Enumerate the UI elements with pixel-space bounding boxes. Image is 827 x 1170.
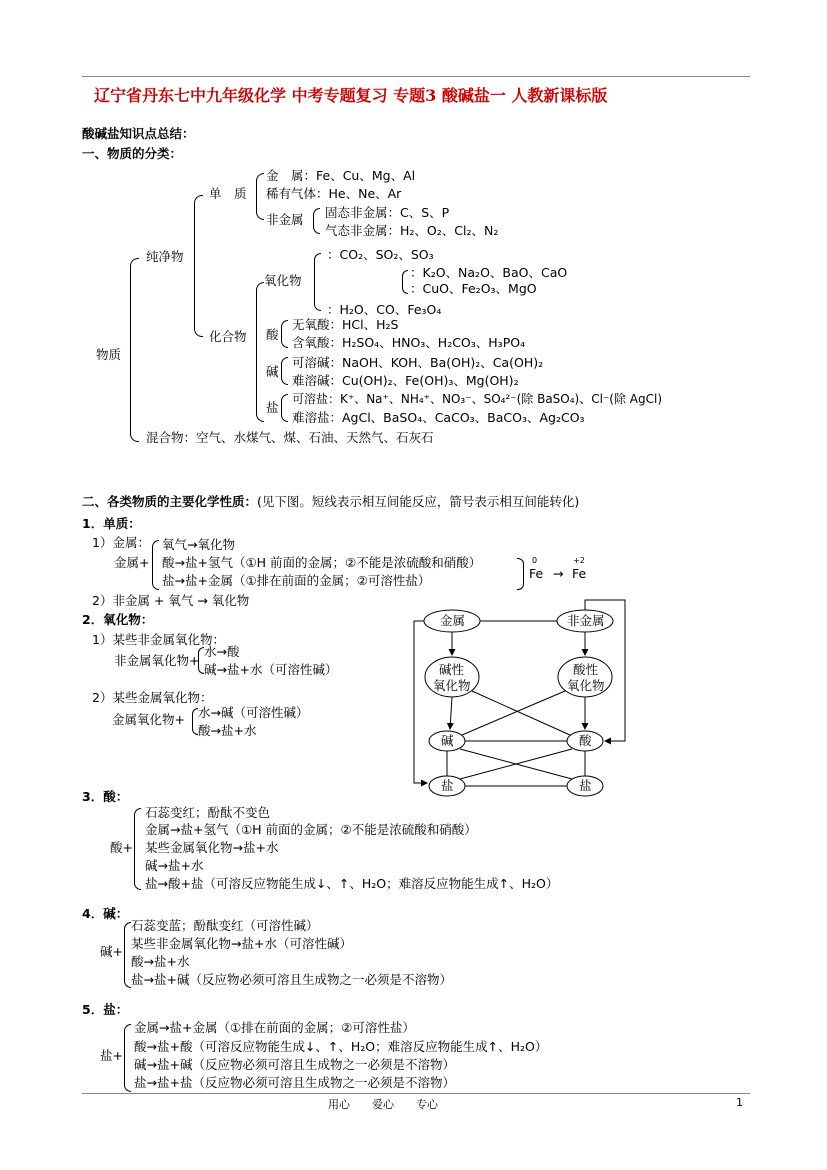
basic-oxide-brace: [402, 270, 408, 294]
tree-oxide-2: ：K₂O、Na₂O、BaO、CaO: [410, 265, 568, 280]
tree-element: 单 质: [209, 186, 247, 201]
tree-base-2: 难溶碱：Cu(OH)₂、Fe(OH)₃、Mg(OH)₂: [292, 373, 519, 388]
s4-item-2: 酸→盐+水: [131, 954, 190, 969]
summary-heading: 酸碱盐知识点总结：: [82, 126, 195, 141]
s5-heading: 5．盐：: [82, 1002, 129, 1017]
footer-text: 用心 爱心 专心: [328, 1098, 438, 1111]
tree-salt-1: 可溶盐：K⁺、Na⁺、NH₄⁺、NO₃⁻、SO₄²⁻(除 BaSO₄)、Cl⁻(除 AgCl): [292, 392, 662, 406]
acid-brace: [281, 320, 288, 348]
tree-acid: 酸: [266, 327, 279, 342]
s1-item-c: 盐→盐+金属（①排在前面的金属；②可溶性盐）: [162, 573, 431, 588]
s1-heading: 1．单质：: [82, 516, 141, 531]
s2-2-b: 酸→盐+水: [198, 723, 257, 738]
diagram-salt-right: 盐: [579, 778, 592, 793]
fe-right-valence: +2: [573, 556, 585, 565]
section2-heading-row: [82, 494, 579, 510]
edge-metal-salt-outer: [414, 621, 427, 783]
s3-item-0: 石蕊变红；酚酞不变色: [145, 805, 271, 820]
tree-salt: 盐: [266, 400, 279, 415]
tree-base: 碱: [266, 364, 279, 379]
s2-nonmetal-oxide-lead: 非金属氧化物+: [114, 653, 200, 668]
s2-2-a: 水→碱（可溶性碱）: [198, 705, 309, 720]
base-brace: [281, 357, 288, 385]
s1-right-brace: [517, 558, 524, 590]
compound-brace: [256, 282, 264, 422]
diagram-salt-left: 盐: [441, 778, 454, 793]
tree-oxide: 氧化物: [264, 273, 302, 288]
tree-oxide-1: ：CO₂、SO₂、SO₃: [327, 247, 434, 262]
top-rule: [82, 76, 750, 77]
tree-nonmetal: 非金属: [266, 212, 304, 227]
s2-metal-oxide-label: 2）某些金属氧化物：: [92, 690, 213, 705]
tree-gas-nonmetal: 气态非金属：H₂、O₂、Cl₂、N₂: [325, 223, 499, 238]
s3-item-1: 金属→盐+氢气（①H 前面的金属；②不能是浓硫酸和硝酸）: [145, 822, 477, 837]
s4-lead: 碱+: [100, 944, 123, 959]
root-brace: [130, 258, 139, 442]
diagram-metal: 金属: [440, 613, 466, 628]
page-title: 辽宁省丹东七中九年级化学 中考专题复习 专题3 酸碱盐一 人教新课标版: [94, 86, 608, 105]
diagram-base: 碱: [441, 733, 454, 748]
s4-item-3: 盐→盐+碱（反应物必须可溶且生成物之一必须是不溶物）: [131, 972, 452, 987]
section2-heading-note: (见下图。短线表示相互间能反应，箭号表示相互间能转化): [257, 494, 580, 509]
tree-pure: 纯净物: [146, 249, 184, 264]
s4-heading: 4．碱：: [82, 906, 129, 921]
s1-metal-lead: 金属+: [114, 555, 150, 570]
s5-lead: 盐+: [100, 1048, 123, 1063]
section1-heading: 一、物质的分类：: [82, 146, 183, 161]
diagram-acid: 酸: [579, 733, 592, 748]
s1-metal-label: 1）金属：: [92, 535, 150, 550]
tree-root: 物质: [96, 347, 122, 362]
s2-nonmetal-oxide-label: 1）某些非金属氧化物：: [92, 632, 225, 647]
s5-item-3: 盐→盐+盐（反应物必须可溶且生成物之一必须是不溶物）: [134, 1075, 455, 1090]
oxide-brace: [314, 253, 321, 311]
s5-item-2: 碱→盐+碱（反应物必须可溶且生成物之一必须是不溶物）: [134, 1057, 455, 1072]
page-number: 1: [736, 1096, 743, 1109]
s1-item-b: 酸→盐+氢气（①H 前面的金属；②不能是浓硫酸和硝酸）: [162, 555, 482, 570]
s4-brace: [124, 922, 131, 988]
fe-left-valence: 0: [532, 556, 538, 565]
fe-arrow: →: [553, 566, 564, 581]
tree-noble: 稀有气体：He、Ne、Ar: [266, 186, 402, 201]
footer-rule: [82, 1093, 750, 1094]
s2-1-a: 水→酸: [204, 644, 240, 659]
diagram-basic-oxide-1: 碱性: [439, 662, 465, 677]
fe-right: Fe: [572, 566, 587, 581]
tree-acid-1: 无氧酸：HCl、H₂S: [292, 317, 399, 332]
s2-1-b: 碱→盐+水（可溶性碱）: [204, 662, 338, 677]
edge-basic-oxide-acid: [472, 691, 570, 735]
salt-brace: [281, 394, 288, 422]
tree-salt-2: 难溶盐：AgCl、BaSO₄、CaCO₃、BaCO₃、Ag₂CO₃: [292, 410, 585, 425]
edge-acidic-oxide-base: [462, 691, 565, 735]
nonmetal-brace: [313, 208, 320, 234]
s1-brace: [152, 540, 159, 590]
s3-brace: [134, 808, 141, 890]
s4-item-0: 石蕊变蓝；酚酞变红（可溶性碱）: [131, 918, 319, 933]
s1-item-a: 氧气→氧化物: [162, 537, 235, 552]
s4-item-1: 某些非金属氧化物→盐+水（可溶性碱）: [131, 936, 352, 951]
pure-brace: [194, 195, 203, 337]
tree-acid-2: 含氧酸：H₂SO₄、HNO₃、H₂CO₃、H₃PO₄: [292, 335, 526, 350]
s5-item-0: 金属→盐+金属（①排在前面的金属；②可溶性盐）: [134, 1020, 415, 1035]
s5-brace: [124, 1024, 131, 1092]
element-brace: [256, 173, 264, 220]
s3-item-4: 盐→酸+盐（可溶反应物能生成↓、↑、H₂O；难溶反应物能生成↑、H₂O）: [145, 876, 559, 891]
s3-item-3: 碱→盐+水: [145, 858, 204, 873]
diagram-acidic-oxide-2: 氧化物: [567, 678, 605, 693]
s3-heading: 3．酸：: [82, 789, 129, 804]
s2-heading: 2．氧化物：: [82, 612, 154, 627]
diagram-basic-oxide-2: 氧化物: [433, 678, 471, 693]
section2-heading: 二、各类物质的主要化学性质：: [82, 494, 258, 509]
s1-nonmetal: 2）非金属 + 氧气 → 氧化物: [92, 593, 250, 608]
tree-oxide-3: ：CuO、Fe₂O₃、MgO: [410, 281, 537, 296]
tree-metal: 金 属：Fe、Cu、Mg、Al: [266, 168, 416, 183]
tree-oxide-4: ：H₂O、CO、Fe₃O₄: [327, 302, 442, 317]
diagram-nonmetal: 非金属: [567, 613, 605, 628]
fe-left: Fe: [529, 566, 544, 581]
diagram-acidic-oxide-1: 酸性: [573, 662, 599, 677]
tree-solid-nonmetal: 固态非金属：C、S、P: [325, 205, 450, 220]
s3-lead: 酸+: [110, 840, 133, 855]
s3-item-2: 某些金属氧化物→盐+水: [145, 840, 279, 855]
edge-basic-oxide-base: [450, 697, 452, 729]
s2-metal-oxide-lead: 金属氧化物+: [112, 712, 185, 727]
s5-item-1: 酸→盐+酸（可溶反应物能生成↓、↑、H₂O；难溶反应物能生成↑、H₂O）: [134, 1039, 548, 1054]
tree-base-1: 可溶碱：NaOH、KOH、Ba(OH)₂、Ca(OH)₂: [292, 355, 544, 370]
tree-compound: 化合物: [209, 329, 247, 344]
tree-mixture: 混合物：空气、水煤气、煤、石油、天然气、石灰石: [146, 430, 434, 445]
